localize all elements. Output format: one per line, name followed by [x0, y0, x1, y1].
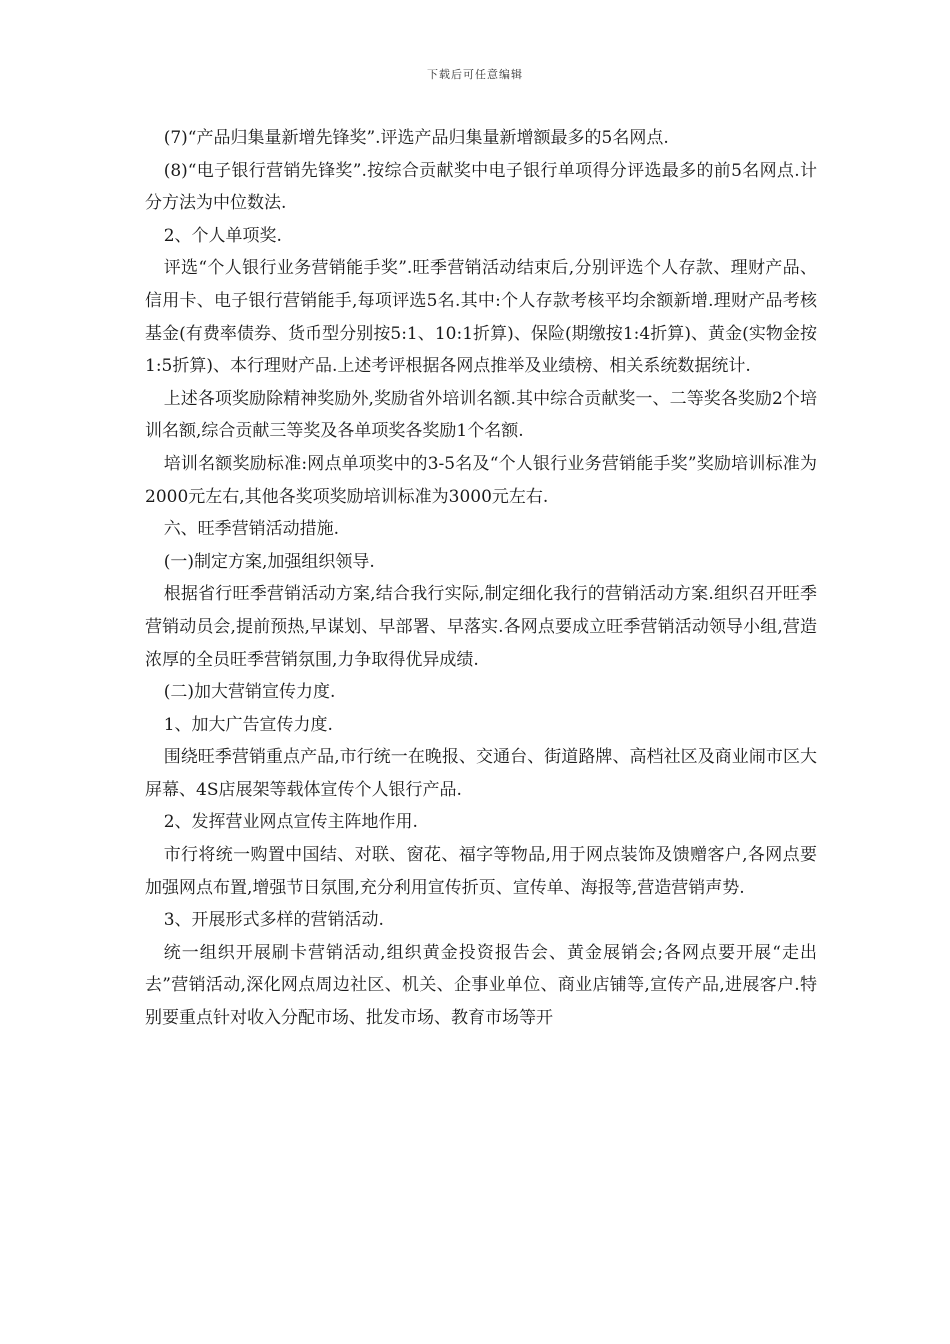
paragraph-plan: 根据省行旺季营销活动方案,结合我行实际,制定细化我行的营销活动方案.组织召开旺季营销动员会,提前预热,早谋划、早部署、早落实.各网点要成立旺季营销活动领导小组,营造浓厚的全员旺季营销氛围,力争取得优异成绩. — [145, 584, 817, 670]
paragraph-training-standard: 培训名额奖励标准:网点单项奖中的3-5名及“个人银行业务营销能手奖”奖励培训标准为2000元左右,其他各奖项奖励培训标准为3000元左右. — [145, 453, 817, 507]
document-body — [145, 122, 817, 1035]
paragraph-marketing-activities: 统一组织开展刷卡营销活动,组织黄金投资报告会、黄金展销会;各网点要开展“走出去”营销活动,深化网点周边社区、机关、企事业单位、商业店铺等,宣传产品,进展客户.特别要重点针对收入分配市场、批发市场、教育市场等开 — [145, 942, 817, 1029]
heading-subsection-1: (一)制定方案,加强组织领导. — [163, 551, 375, 572]
paragraph-branch-promotion: 市行将统一购置中国结、对联、窗花、福字等物品,用于网点装饰及馈赠客户,各网点要加强网点布置,增强节日氛围,充分利用宣传折页、宣传单、海报等,营造营销声势. — [145, 845, 817, 898]
paragraph-individual-award: 评选“个人银行业务营销能手奖”.旺季营销活动结束后,分别评选个人存款、理财产品、信用卡、电子银行营销能手,每项评选5名.其中:个人存款考核平均余额新增.理财产品考核基金(有费率债券、货币型分别按5:1、10:1折算)、保险(期缴按1:4折算)、黄金(实物金按1:5折算)、本行理财产品.上述考评根据各网点推举及业绩榜、相关系统数据统计. — [145, 258, 817, 377]
heading-item-3: 3、开展形式多样的营销活动. — [163, 910, 384, 931]
heading-individual-award: 2、个人单项奖. — [163, 225, 282, 246]
heading-section-six: 六、旺季营销活动措施. — [163, 519, 340, 540]
paragraph-award-8: (8)“电子银行营销先锋奖”.按综合贡献奖中电子银行单项得分评选最多的前5名网点.计分方法为中位数法. — [145, 160, 817, 214]
heading-item-1: 1、加大广告宣传力度. — [163, 714, 333, 735]
paragraph-advertising: 围绕旺季营销重点产品,市行统一在晚报、交通台、街道路牌、高档社区及商业闹市区大屏幕、4S店展架等载体宣传个人银行产品. — [145, 747, 817, 800]
heading-item-2: 2、发挥营业网点宣传主阵地作用. — [163, 812, 418, 833]
page-header: 下载后可任意编辑 — [427, 68, 523, 81]
paragraph-training-quota: 上述各项奖励除精神奖励外,奖励省外培训名额.其中综合贡献奖一、二等奖各奖励2个培训名额,综合贡献三等奖及各单项奖各奖励1个名额. — [145, 388, 817, 442]
paragraph-award-7: (7)“产品归集量新增先锋奖”.评选产品归集量新增额最多的5名网点. — [163, 128, 669, 148]
heading-subsection-2: (二)加大营销宣传力度. — [163, 682, 336, 703]
